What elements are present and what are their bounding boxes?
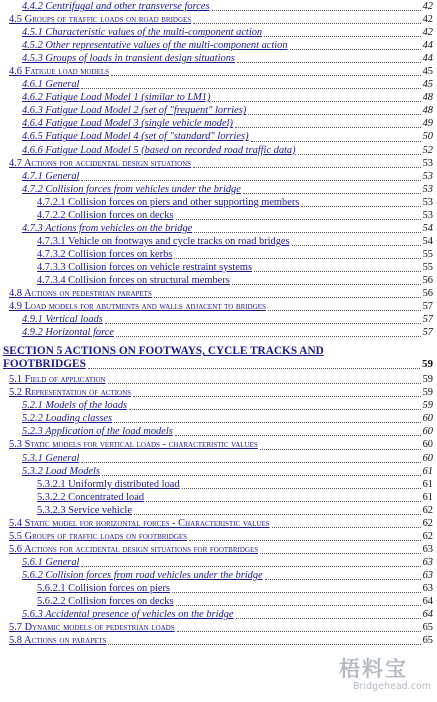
toc-entry-page-number: 61: [422, 478, 433, 490]
toc-entry[interactable]: [0, 222, 437, 235]
toc-entry-label[interactable]: 4.9.1 Vertical loads: [22, 314, 103, 326]
toc-entry-label[interactable]: 4.7.1 General: [22, 170, 80, 182]
toc-entry[interactable]: [0, 517, 437, 530]
toc-entry[interactable]: [0, 183, 437, 196]
toc-entry-page-number: 65: [422, 635, 433, 647]
toc-entry-page-number: 53: [422, 157, 433, 169]
toc-entry[interactable]: [0, 157, 437, 170]
leader-dots: [81, 180, 420, 181]
toc-entry-page-number: 57: [422, 314, 433, 326]
toc-entry-label[interactable]: 4.7.2 Collision forces from vehicles under the bridge: [22, 183, 241, 195]
toc-entry-label[interactable]: 4.6.1 General: [22, 79, 80, 91]
toc-entry-page-number: 62: [422, 530, 433, 542]
leader-dots: [243, 193, 421, 194]
leader-dots: [212, 101, 420, 102]
toc-section-5-list: [0, 373, 437, 647]
toc-entry-page-number: 48: [422, 105, 433, 117]
toc-entry-label[interactable]: 5.6.2.2 Collision forces on decks: [37, 596, 174, 608]
leader-dots: [108, 644, 420, 645]
toc-entry-label[interactable]: 5.1 Field of application: [9, 374, 106, 386]
toc-entry-label[interactable]: 5.5 Groups of traffic loads on footbridges: [9, 530, 188, 542]
toc-entry[interactable]: [0, 556, 437, 569]
leader-dots: [172, 592, 421, 593]
toc-entry-label[interactable]: 4.8 Actions on pedestrian parapets: [9, 288, 152, 300]
toc-entry-page-number: 59: [422, 387, 433, 399]
leader-dots: [235, 127, 421, 128]
toc-entry-label[interactable]: 4.7 Actions for accidental design situations: [9, 157, 192, 169]
toc-entry-label[interactable]: 5.3.2 Load Models: [22, 465, 100, 477]
toc-entry[interactable]: [0, 104, 437, 117]
toc-entry-label[interactable]: 5.6 Actions for accidental design situations for footbridges: [9, 543, 259, 555]
toc-entry-label[interactable]: 4.6.5 Fatigue Load Model 4 (set of "standard" lorries): [22, 131, 249, 143]
leader-dots: [260, 449, 421, 450]
toc-entry-page-number: 44: [422, 40, 433, 52]
toc-entry[interactable]: [0, 91, 437, 104]
toc-entry[interactable]: [0, 543, 437, 556]
toc-entry[interactable]: [0, 425, 437, 438]
toc-entry-page-number: 62: [422, 517, 433, 529]
toc-entry-page-number: 63: [422, 582, 433, 594]
toc-entry-label[interactable]: 4.7.3.2 Collision forces on kerbs: [37, 248, 173, 260]
leader-dots: [134, 514, 421, 515]
toc-entry-label[interactable]: 5.3.2.2 Concentrated load: [37, 491, 145, 503]
toc-entry-page-number: 57: [422, 327, 433, 339]
toc-entry-label[interactable]: 4.7.2.1 Collision forces on piers and other supporting members: [37, 196, 300, 208]
section-5-title-line1: SECTION 5 ACTIONS ON FOOTWAYS, CYCLE TRACKS AND: [3, 345, 324, 358]
toc-entry-page-number: 50: [422, 131, 433, 143]
leader-dots: [193, 23, 420, 24]
leader-dots: [108, 383, 421, 384]
toc-entry-page-number: 42: [422, 14, 433, 26]
toc-entry-page-number: 59: [422, 374, 433, 386]
toc-entry-page-number: 54: [422, 235, 433, 247]
toc-entry-label[interactable]: 4.6.6 Fatigue Load Model 5 (based on recorded road traffic data): [22, 144, 296, 156]
toc-entry-label[interactable]: 4.9 Load models for abutments and walls adjacent to bridges: [9, 301, 266, 313]
toc-entry-label[interactable]: 4.4.2 Centrifugal and other transverse forces: [22, 1, 210, 12]
toc-entry-label[interactable]: 4.7.3.1 Vehicle on footways and cycle tracks on road bridges: [37, 235, 290, 247]
leader-dots: [260, 553, 420, 554]
leader-dots: [272, 527, 421, 528]
toc-entry[interactable]: [0, 65, 437, 78]
leader-dots: [292, 245, 421, 246]
leader-dots: [232, 284, 421, 285]
toc-entry-label[interactable]: 4.5.1 Characteristic values of the multi-component action: [22, 27, 263, 39]
toc-entry-page-number: 54: [422, 222, 433, 234]
leader-dots: [105, 323, 421, 324]
leader-dots: [212, 10, 421, 11]
leader-dots: [265, 579, 421, 580]
toc-entry[interactable]: [0, 478, 437, 491]
toc-entry[interactable]: [0, 491, 437, 504]
toc-entry[interactable]: [0, 399, 437, 412]
toc-entry-page-number: 45: [422, 66, 433, 78]
toc-entry-label[interactable]: 5.8 Actions on parapets: [9, 635, 107, 647]
toc-entry-label[interactable]: 4.5 Groups of traffic loads on road bridges: [9, 14, 192, 26]
toc-entry[interactable]: [0, 595, 437, 608]
toc-entry[interactable]: [0, 39, 437, 52]
leader-dots: [81, 566, 420, 567]
leader-dots: [81, 88, 420, 89]
leader-dots: [236, 618, 421, 619]
toc-entry-label[interactable]: 4.6 Fatigue load models: [9, 66, 110, 78]
toc-entry[interactable]: [0, 634, 437, 647]
toc-entry[interactable]: [0, 313, 437, 326]
leader-dots: [174, 258, 420, 259]
toc-entry[interactable]: [0, 170, 437, 183]
toc-entry[interactable]: [0, 608, 437, 621]
toc-entry[interactable]: [0, 412, 437, 425]
toc-entry[interactable]: [0, 248, 437, 261]
toc-entry-page-number: 63: [422, 543, 433, 555]
toc-entry-label[interactable]: 4.6.4 Fatigue Load Model 3 (single vehicle model): [22, 118, 233, 130]
leader-dots: [154, 297, 421, 298]
toc-entry-label[interactable]: 4.5.2 Other representative values of the multi-component action: [22, 40, 288, 52]
toc-entry-label[interactable]: 5.3 Static models for vertical loads - characteristic values: [9, 439, 258, 451]
toc-entry-page-number: 42: [422, 1, 433, 12]
leader-dots: [102, 475, 421, 476]
toc-entry-page-number: 59: [422, 400, 433, 412]
leader-dots: [177, 631, 421, 632]
section-5-heading[interactable]: [0, 345, 437, 371]
toc-entry-page-number: 52: [422, 144, 433, 156]
toc-entry-page-number: 44: [422, 53, 433, 65]
toc-entry-page-number: 53: [422, 183, 433, 195]
toc-entry[interactable]: [0, 235, 437, 248]
leader-dots: [114, 422, 421, 423]
toc-entry-page-number: 42: [422, 27, 433, 39]
toc-entry-page-number: 48: [422, 92, 433, 104]
toc-entry[interactable]: [0, 386, 437, 399]
toc-entry[interactable]: [0, 582, 437, 595]
toc-entry-page-number: 53: [422, 170, 433, 182]
toc-entry-label[interactable]: 5.6.2.1 Collision forces on piers: [37, 582, 171, 594]
toc-entry-page-number: 60: [422, 413, 433, 425]
toc-entry-page-number: 64: [422, 609, 433, 621]
toc-entry[interactable]: [0, 452, 437, 465]
leader-dots: [88, 368, 420, 369]
leader-dots: [175, 435, 421, 436]
watermark-chinese-text: 梧料宝: [339, 657, 408, 681]
toc-entry-page-number: 65: [422, 622, 433, 634]
toc-entry-label[interactable]: 5.3.2.3 Service vehicle: [37, 504, 132, 516]
toc-entry[interactable]: [0, 326, 437, 339]
toc-entry[interactable]: [0, 144, 437, 157]
toc-entry-label[interactable]: 4.6.2 Fatigue Load Model 1 (similar to LM1): [22, 92, 211, 104]
toc-entry-label[interactable]: 4.5.3 Groups of loads in transient design situations: [22, 53, 235, 65]
toc-entry-label[interactable]: 5.2.1 Models of the loads: [22, 400, 128, 412]
toc-entry[interactable]: [0, 209, 437, 222]
toc-entry-label[interactable]: 4.7.3 Actions from vehicles on the bridge: [22, 222, 193, 234]
leader-dots: [193, 167, 421, 168]
leader-dots: [264, 36, 421, 37]
toc-entry[interactable]: [0, 52, 437, 65]
toc-entry[interactable]: [0, 26, 437, 39]
toc-entry-page-number: 60: [422, 439, 433, 451]
toc-entry[interactable]: [0, 373, 437, 386]
leader-dots: [81, 462, 420, 463]
toc-entry[interactable]: [0, 530, 437, 543]
toc-entry[interactable]: [0, 0, 437, 13]
toc-entry-page-number: 53: [422, 196, 433, 208]
toc-entry[interactable]: [0, 287, 437, 300]
toc-entry-page-number: 60: [422, 452, 433, 464]
toc-entry-page-number: 64: [422, 596, 433, 608]
toc-entry-page-number: 45: [422, 79, 433, 91]
toc-entry[interactable]: [0, 438, 437, 451]
toc-entry-label[interactable]: 5.6.1 General: [22, 556, 80, 568]
toc-entry-label[interactable]: 4.7.3.4 Collision forces on structural members: [37, 274, 230, 286]
section-5-title-text[interactable]: FOOTBRIDGES: [3, 358, 86, 371]
leader-dots: [176, 219, 421, 220]
leader-dots: [129, 409, 421, 410]
toc-entry-page-number: 63: [422, 556, 433, 568]
toc-entry-label[interactable]: 4.7.3.3 Collision forces on vehicle restraint systems: [37, 261, 252, 273]
toc-entry-page-number: 49: [422, 118, 433, 130]
toc-entry[interactable]: [0, 130, 437, 143]
toc-entry[interactable]: [0, 196, 437, 209]
leader-dots: [194, 232, 420, 233]
leader-dots: [290, 49, 421, 50]
watermark-site-text: Bridgehead.com: [353, 681, 431, 692]
leader-dots: [116, 336, 421, 337]
section-5-title-line2: [3, 358, 437, 371]
leader-dots: [298, 154, 421, 155]
toc-entry-page-number: 56: [422, 274, 433, 286]
toc-entry-label[interactable]: 5.3.1 General: [22, 452, 80, 464]
leader-dots: [146, 501, 421, 502]
toc-entry[interactable]: [0, 569, 437, 582]
toc-entry-label[interactable]: 4.7.2.2 Collision forces on decks: [37, 209, 174, 221]
toc-entry[interactable]: [0, 117, 437, 130]
toc-entry-page-number: 55: [422, 261, 433, 273]
leader-dots: [254, 271, 421, 272]
toc-entry-page-number: 53: [422, 209, 433, 221]
toc-entry-label[interactable]: 5.6.2 Collision forces from road vehicles under the bridge: [22, 569, 263, 581]
toc-entry-label[interactable]: 4.9.2 Horizontal force: [22, 327, 114, 339]
toc-entry-label[interactable]: 5.2.3 Application of the load models: [22, 426, 173, 438]
leader-dots: [189, 540, 421, 541]
toc-entry[interactable]: [0, 621, 437, 634]
leader-dots: [248, 114, 420, 115]
toc-entry-label[interactable]: 5.4 Static model for horizontal forces - Characteristic values: [9, 517, 270, 529]
leader-dots: [182, 488, 421, 489]
toc-entry-label[interactable]: 5.2.2 Loading classes: [22, 413, 113, 425]
toc-entry-page-number: 61: [422, 465, 433, 477]
toc-entry-page-number: 60: [422, 426, 433, 438]
toc-section-4-list: [0, 0, 437, 339]
section-5-page-number: 59: [422, 358, 433, 371]
toc-entry-page-number: 63: [422, 569, 433, 581]
toc-entry-label[interactable]: 4.6.3 Fatigue Load Model 2 (set of "frequent" lorries): [22, 105, 247, 117]
toc-entry[interactable]: [0, 78, 437, 91]
toc-entry-label[interactable]: 5.2 Representation of actions: [9, 387, 132, 399]
toc-entry-label[interactable]: 5.6.3 Accidental presence of vehicles on the bridge: [22, 609, 234, 621]
leader-dots: [301, 206, 420, 207]
toc-entry-page-number: 57: [422, 301, 433, 313]
leader-dots: [133, 396, 421, 397]
leader-dots: [237, 62, 421, 63]
toc-entry-page-number: 56: [422, 288, 433, 300]
toc-entry-page-number: 61: [422, 491, 433, 503]
leader-dots: [111, 75, 421, 76]
toc-entry[interactable]: [0, 274, 437, 287]
toc-entry[interactable]: [0, 261, 437, 274]
toc-entry-label[interactable]: 5.3.2.1 Uniformly distributed load: [37, 478, 180, 490]
leader-dots: [176, 605, 421, 606]
toc-entry-page-number: 62: [422, 504, 433, 516]
watermark-logo: [339, 657, 431, 699]
toc-entry-page-number: 55: [422, 248, 433, 260]
toc-entry-label[interactable]: 5.7 Dynamic models of pedestrian loads: [9, 622, 175, 634]
leader-dots: [251, 141, 421, 142]
toc-entry[interactable]: [0, 300, 437, 313]
toc-entry[interactable]: [0, 13, 437, 26]
leader-dots: [268, 310, 421, 311]
toc-entry[interactable]: [0, 504, 437, 517]
toc-entry[interactable]: [0, 465, 437, 478]
